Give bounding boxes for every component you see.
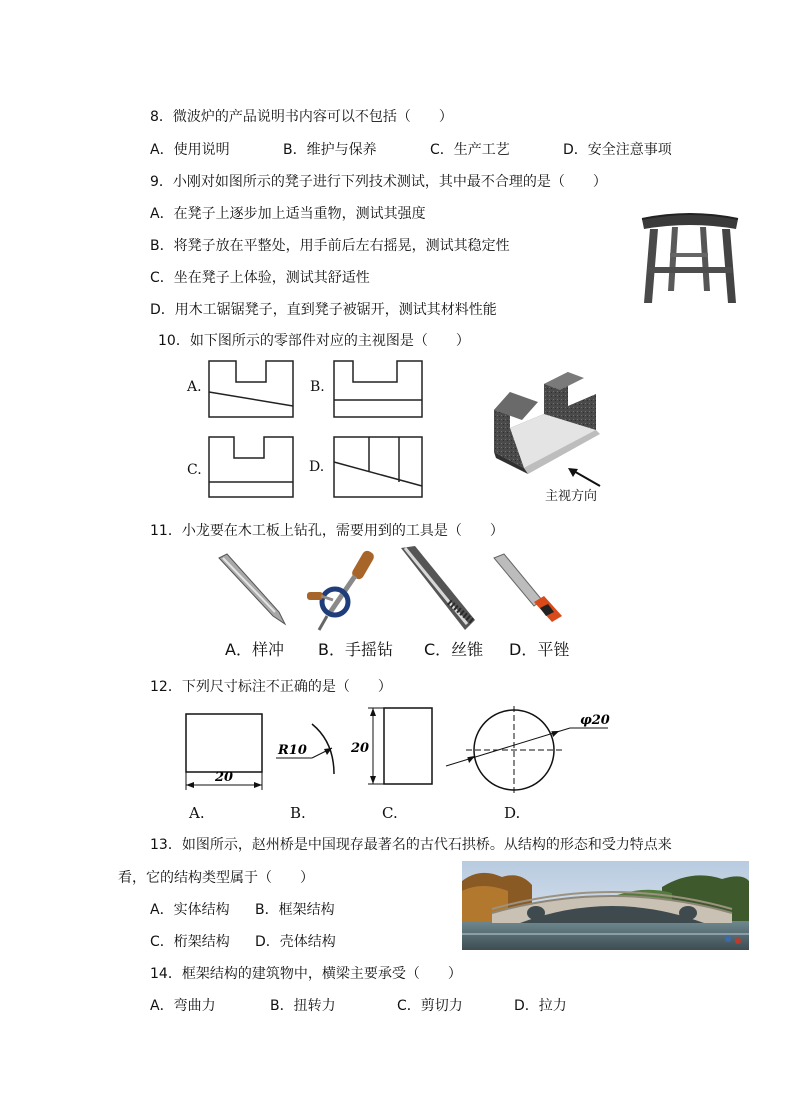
q12-option-c-letter: C.: [382, 804, 398, 822]
q14-option-a: A．弯曲力: [150, 998, 216, 1014]
q14-option-c: C．剪切力: [397, 998, 463, 1014]
view-direction-label: 主视方向: [545, 489, 598, 504]
q13-stem-line1: 13．如图所示，赵州桥是中国现存最著名的古代石拱桥。从结构的形态和受力特点来: [150, 837, 672, 853]
q10-option-c-letter: C.: [187, 462, 202, 478]
q14-option-d: D．拉力: [514, 998, 567, 1014]
flat-file-icon: [490, 552, 566, 624]
q12-figure-c: [348, 704, 438, 788]
view-direction-arrow-icon: [566, 466, 602, 488]
q12-stem: 12．下列尺寸标注不正确的是（ ）: [150, 679, 392, 695]
zhaozhou-bridge-image: [462, 861, 749, 950]
q9-option-d: D．用木工锯锯凳子，直到凳子被锯开，测试其材料性能: [150, 302, 497, 318]
q12-dim-a: 20: [214, 770, 234, 785]
q10-view-b: [333, 360, 423, 418]
q8-option-c: C．生产工艺: [430, 142, 510, 158]
q14-option-b: B．扭转力: [270, 998, 336, 1014]
stool-image: [636, 205, 744, 307]
center-punch-icon: [213, 552, 293, 626]
q8-stem: 8．微波炉的产品说明书内容可以不包括（ ）: [150, 109, 453, 125]
q10-option-a-letter: A.: [187, 379, 202, 395]
q13-option-b: B．框架结构: [255, 902, 335, 918]
q12-dim-c: 20: [350, 741, 370, 756]
q9-option-c: C．坐在凳子上体验，测试其舒适性: [150, 270, 370, 286]
q8-option-d: D．安全注意事项: [563, 142, 672, 158]
q12-dim-d: φ20: [580, 713, 610, 728]
q11-option-a: A．样冲: [225, 640, 284, 659]
q11-option-c: C．丝锥: [424, 640, 484, 659]
q8-option-a: A．使用说明: [150, 142, 230, 158]
q13-option-a: A．实体结构: [150, 902, 230, 918]
q13-option-c: C．桁架结构: [150, 934, 230, 950]
q9-stem: 9．小刚对如图所示的凳子进行下列技术测试，其中最不合理的是（ ）: [150, 174, 607, 190]
q10-option-d-letter: D.: [309, 459, 325, 475]
q10-option-b-letter: B.: [310, 379, 325, 395]
q12-dim-b: R10: [278, 743, 307, 758]
tap-icon: [391, 544, 483, 634]
q14-stem: 14．框架结构的建筑物中，横梁主要承受（ ）: [150, 966, 462, 982]
q13-option-d: D．壳体结构: [255, 934, 336, 950]
q11-stem: 11．小龙要在木工板上钻孔，需要用到的工具是（ ）: [150, 523, 504, 539]
q12-figure-d: [442, 704, 610, 798]
q13-stem-line2: 看，它的结构类型属于（ ）: [118, 870, 314, 886]
q12-option-d-letter: D.: [504, 804, 521, 822]
q12-figure-b: [272, 722, 342, 778]
q8-option-b: B．维护与保养: [283, 142, 377, 158]
q11-option-d: D．平锉: [509, 640, 570, 659]
q12-option-b-letter: B.: [290, 804, 306, 822]
q9-option-a: A．在凳子上逐步加上适当重物，测试其强度: [150, 206, 426, 222]
q11-option-b: B．手摇钻: [318, 640, 393, 659]
q10-part-3d-image: [488, 370, 608, 478]
q12-option-a-letter: A.: [189, 804, 205, 822]
q10-view-a: [208, 360, 294, 418]
q10-view-c: [208, 436, 294, 498]
q10-stem: 10．如下图所示的零部件对应的主视图是（ ）: [158, 333, 470, 349]
q12-figure-a: [178, 706, 270, 792]
hand-drill-icon: [305, 546, 387, 632]
q9-option-b: B．将凳子放在平整处，用手前后左右摇晃，测试其稳定性: [150, 238, 510, 254]
q10-view-d: [333, 436, 423, 498]
